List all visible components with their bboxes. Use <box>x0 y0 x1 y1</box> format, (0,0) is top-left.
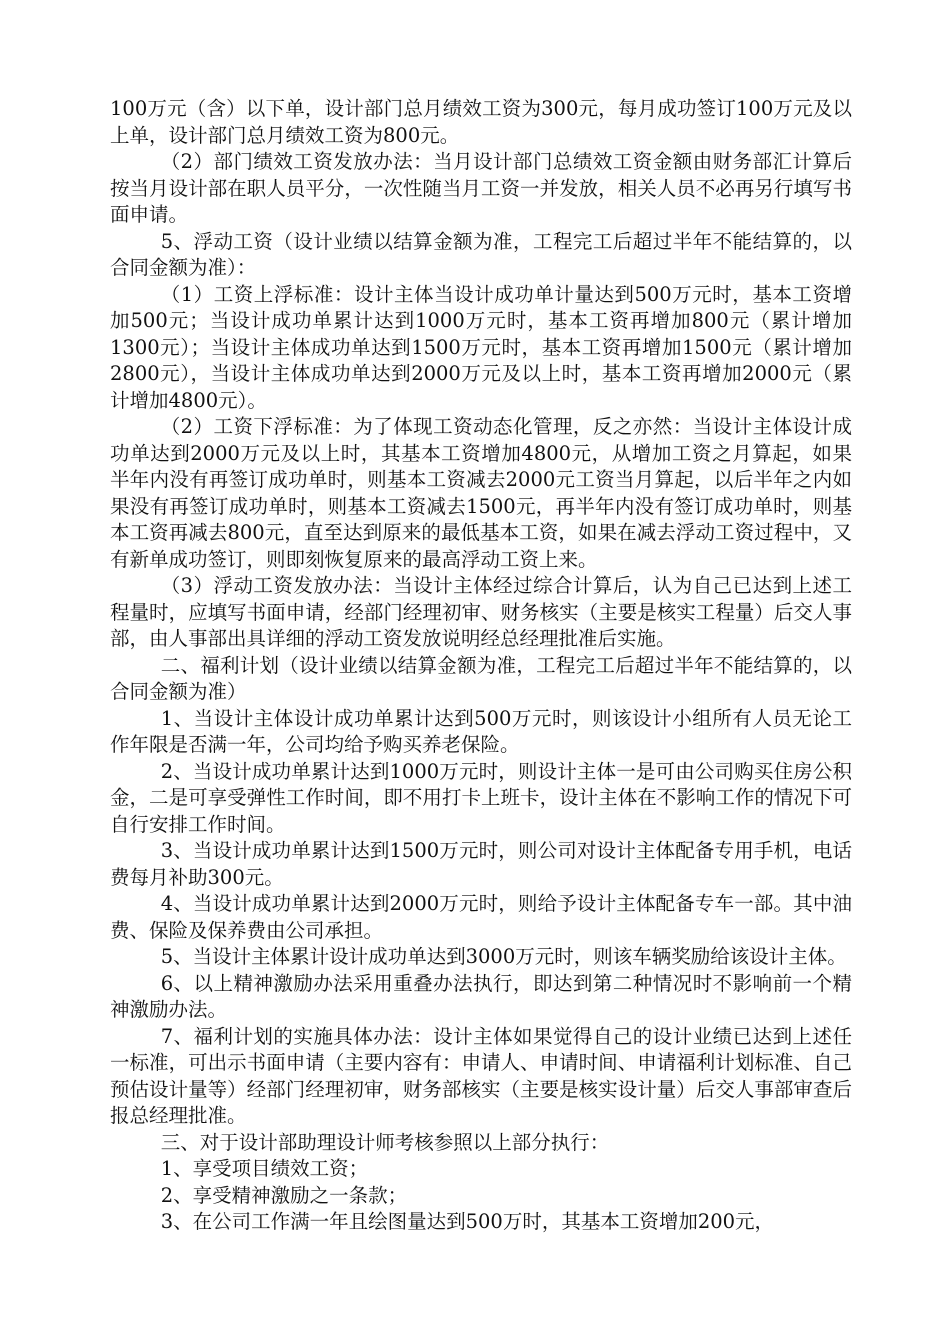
paragraph-2: （2）部门绩效工资发放办法：当月设计部门总绩效工资金额由财务部汇计算后按当月设计部在职人员平分，一次性随当月工资一并发放，相关人员不必再另行填写书面申请。 <box>110 150 852 226</box>
paragraph-4: （1）工资上浮标准：设计主体当设计成功单计量达到500万元时，基本工资增加500元；当设计成功单累计达到1000万元时，基本工资再增加800元（累计增加1300元）；当设计主体成功单达到1500万元时，基本工资再增加1500元（累计增加2800元），当设计主体成功单达到2000万元及以上时，基本工资再增加2000元（累计增加4800元）。 <box>110 282 852 412</box>
paragraph-11: 4、当设计成功单累计达到2000万元时，则给予设计主体配备专车一部。其中油费、保险及保养费由公司承担。 <box>110 892 852 942</box>
paragraph-10: 3、当设计成功单累计达到1500万元时，则公司对设计主体配备专用手机，电话费每月补助300元。 <box>110 839 852 889</box>
paragraph-12: 5、当设计主体累计设计成功单达到3000万元时，则该车辆奖励给该设计主体。 <box>160 945 847 968</box>
paragraph-6: （3）浮动工资发放办法：当设计主体经过综合计算后，认为自己已达到上述工程量时，应填写书面申请，经部门经理初审、财务核实（主要是核实工程量）后交人事部，由人事部出具详细的浮动工资发放说明经总经理批准后实施。 <box>110 574 852 650</box>
section-heading-assistant: 三、对于设计部助理设计师考核参照以上部分执行： <box>160 1130 610 1154</box>
paragraph-17: 2、享受精神激励之一条款； <box>160 1183 408 1207</box>
paragraph-1: 100万元（含）以下单，设计部门总月绩效工资为300元，每月成功签订100万元及以上单，设计部门总月绩效工资为800元。 <box>110 97 852 147</box>
paragraph-5: （2）工资下浮标准：为了体现工资动态化管理，反之亦然：当设计主体设计成功单达到2000万元及以上时，其基本工资增加4800元，从增加工资之月算起，如果半年内没有再签订成功单时，则基本工资减去2000元工资当月算起，以后半年之内如果没有再签订成功单时，则基本工资减去1500元，再半年内没有签订成功单时，则基本工资再减去800元，直至达到原来的最低基本工资，如果在减去浮动工资过程中，又有新单成功签订，则即刻恢复原来的最高浮动工资上来。 <box>110 415 852 571</box>
paragraph-3: 5、浮动工资（设计业绩以结算金额为准，工程完工后超过半年不能结算的，以合同金额为准）： <box>110 229 852 279</box>
document-page <box>110 96 852 1236</box>
paragraph-18: 3、在公司工作满一年且绘图量达到500万时，其基本工资增加200元， <box>160 1210 775 1233</box>
paragraph-14: 7、福利计划的实施具体办法：设计主体如果觉得自己的设计业绩已达到上述任一标准，可出示书面申请（主要内容有：申请人、申请时间、申请福利计划标准、自己预估设计量等）经部门经理初审，财务部核实（主要是核实设计量）后交人事部审查后报总经理批准。 <box>110 1024 852 1127</box>
section-heading-welfare: 二、福利计划（设计业绩以结算金额为准，工程完工后超过半年不能结算的，以合同金额为准） <box>110 653 852 703</box>
paragraph-13: 6、以上精神激励办法采用重叠办法执行，即达到第二种情况时不影响前一个精神激励办法。 <box>110 971 852 1021</box>
paragraph-16: 1、享受项目绩效工资； <box>160 1157 369 1180</box>
paragraph-9: 2、当设计成功单累计达到1000万元时，则设计主体一是可由公司购买住房公积金，二是可享受弹性工作时间，即不用打卡上班卡，设计主体在不影响工作的情况下可自行安排工作时间。 <box>110 759 852 836</box>
paragraph-8: 1、当设计主体设计成功单累计达到500万元时，则该设计小组所有人员无论工作年限是否满一年，公司均给予购买养老保险。 <box>110 706 852 756</box>
